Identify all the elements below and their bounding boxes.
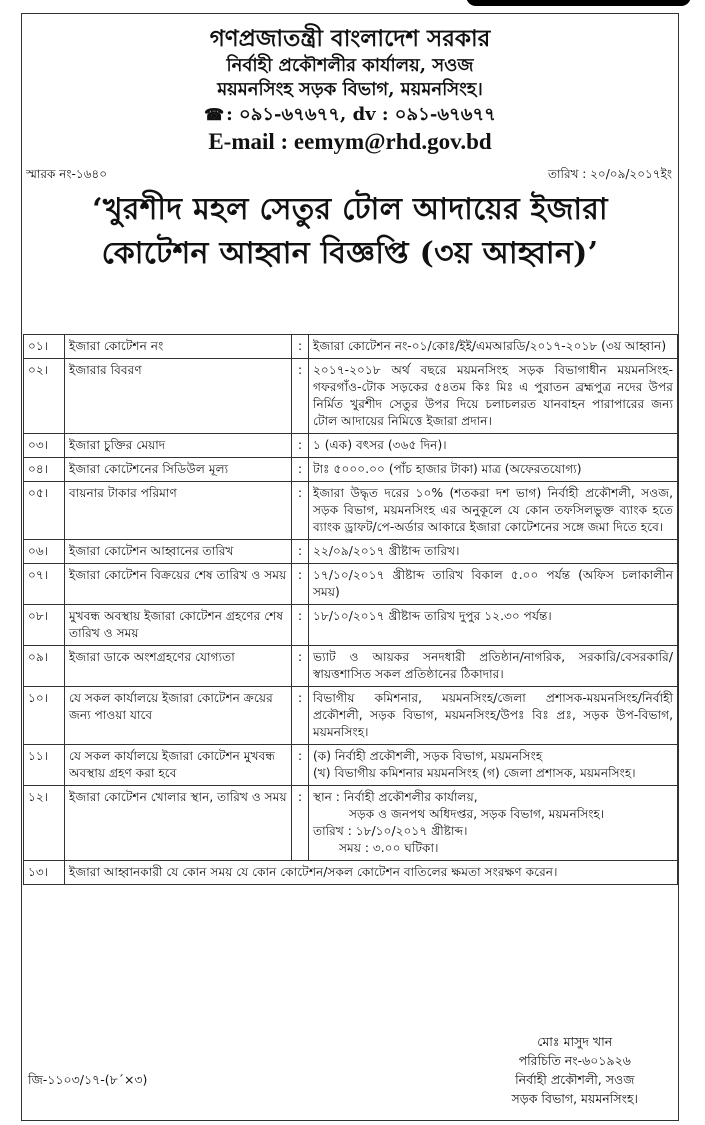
signature-block xyxy=(512,1032,638,1108)
row-label: বায়নার টাকার পরিমাণ xyxy=(65,482,292,540)
signatory-office: সড়ক বিভাগ, ময়মনসিংহ। xyxy=(511,1091,638,1106)
table-row xyxy=(24,359,678,434)
row-colon: : xyxy=(292,687,309,745)
row-value-line: (খ) বিভাগীয় কমিশনার ময়মনসিংহ (গ) জেলা প্রশাসক, ময়মনসিংহ। xyxy=(313,766,636,780)
tender-details-table xyxy=(23,334,678,885)
row-value: ১ (এক) বৎসর (৩৬৫ দিন)। xyxy=(309,434,678,458)
row-label: যে সকল কার্যালয়ে ইজারা কোটেশন ক্রয়ের জন্য পাওয়া যাবে xyxy=(65,687,292,745)
table-row xyxy=(24,335,678,359)
reference-line xyxy=(22,162,678,184)
signatory-name: মোঃ মাসুদ খান xyxy=(537,1034,613,1049)
row-colon: : xyxy=(292,335,309,359)
row-label: ইজারার বিবরণ xyxy=(65,359,292,434)
row-serial: ০৭। xyxy=(24,564,65,605)
row-value-line: স্থান : নির্বাহী প্রকৌশলীর কার্যালয়, xyxy=(313,790,478,804)
table-row xyxy=(24,646,678,687)
notice-title xyxy=(22,188,678,276)
row-label: মুখবন্ধ অবস্থায় ইজারা কোটেশন গ্রহণের শেষ তারিখ ও সময় xyxy=(65,605,292,646)
title-line-2: কোটেশন আহ্বান বিজ্ঞপ্তি (৩য় আহ্বান)’ xyxy=(101,236,599,271)
phone-line xyxy=(22,102,678,128)
row-label: ইজারা কোটেশন খোলার স্থান, তারিখ ও সময় xyxy=(65,786,292,861)
telephone-icon: ☎ xyxy=(204,105,225,124)
row-serial: ১৩। xyxy=(24,861,65,885)
row-colon: : xyxy=(292,605,309,646)
row-serial: ১০। xyxy=(24,687,65,745)
row-value-line: সড়ক ও জনপথ অধিদপ্তর, সড়ক বিভাগ, ময়মনসিংহ। xyxy=(349,807,605,821)
row-serial: ১২। xyxy=(24,786,65,861)
table-row xyxy=(24,458,678,482)
government-name: গণপ্রজাতন্ত্রী বাংলাদেশ সরকার xyxy=(209,25,491,52)
row-colon: : xyxy=(292,482,309,540)
row-value: ২২/০৯/২০১৭ খ্রীষ্টাব্দ তারিখ। xyxy=(309,540,678,564)
signatory-id: পরিচিতি নং-৬০১৯২৬ xyxy=(518,1053,631,1068)
row-value: বিভাগীয় কমিশনার, ময়মনসিংহ/জেলা প্রশাসক-ময়মনসিংহ/নির্বাহী প্রকৌশলী, সড়ক বিভাগ, ময়মনসিংহ/উপঃ বিঃ প্রঃ, সড়ক উপ-বিভাগ, ময়মনসিংহ। xyxy=(309,687,678,745)
row-serial: ০৯। xyxy=(24,646,65,687)
office-name: নির্বাহী প্রকৌশলীর কার্যালয়, সওজ xyxy=(226,55,474,76)
row-value xyxy=(309,786,678,861)
table-row xyxy=(24,540,678,564)
table-row xyxy=(24,786,678,861)
row-serial: ০৫। xyxy=(24,482,65,540)
row-colon: : xyxy=(292,786,309,861)
row-colon: : xyxy=(292,646,309,687)
signatory-designation: নির্বাহী প্রকৌশলী, সওজ xyxy=(515,1072,635,1087)
row-label: ইজারা কোটেশন আহ্বানের তারিখ xyxy=(65,540,292,564)
table-row xyxy=(24,434,678,458)
row-value: ১৮/১০/২০১৭ খ্রীষ্টাব্দ তারিখ দুপুর ১২.৩০ পর্যন্ত। xyxy=(309,605,678,646)
memo-number: স্মারক নং-১৬৪০ xyxy=(26,167,108,181)
letterhead xyxy=(22,24,678,156)
table-row xyxy=(24,564,678,605)
row-colon: : xyxy=(292,434,309,458)
row-serial: ০৮। xyxy=(24,605,65,646)
row-label: ইজারা চুক্তির মেয়াদ xyxy=(65,434,292,458)
row-value: ১৭/১০/২০১৭ খ্রীষ্টাব্দ তারিখ বিকাল ৫.০০ পর্যন্ত (অফিস চলাকালীন সময়) xyxy=(309,564,678,605)
row-value-line: তারিখ : ১৮/১০/২০১৭ খ্রীষ্টাব্দ। xyxy=(313,824,468,838)
row-label: ইজারা ডাকে অংশগ্রহণের যোগ্যতা xyxy=(65,646,292,687)
row-serial: ১১। xyxy=(24,745,65,786)
row-value xyxy=(309,745,678,786)
row-serial: ০১। xyxy=(24,335,65,359)
footer-code: জি-১১০৩/১৭-(৮´×৩) xyxy=(28,1072,148,1087)
row-label: ইজারা কোটেশন বিক্রয়ের শেষ তারিখ ও সময় xyxy=(65,564,292,605)
row-label: ইজারা কোটেশন নং xyxy=(65,335,292,359)
row-label: যে সকল কার্যালয়ে ইজারা কোটেশন মুখবন্ধ অবস্থায় গ্রহণ করা হবে xyxy=(65,745,292,786)
row-colon: : xyxy=(292,458,309,482)
row-serial: ০৩। xyxy=(24,434,65,458)
table-row xyxy=(24,482,678,540)
row-colon: : xyxy=(292,564,309,605)
row-serial: ০৬। xyxy=(24,540,65,564)
row-value-line: (ক) নির্বাহী প্রকৌশলী, সড়ক বিভাগ, ময়মনসিংহ xyxy=(313,749,543,763)
row-serial: ০২। xyxy=(24,359,65,434)
phone-numbers: : ০৯১-৬৭৬৭৭, dv : ০৯১-৬৭৬৭৭ xyxy=(226,104,496,125)
row-value: ভ্যাট ও আয়কর সনদধারী প্রতিষ্ঠান/নাগরিক, সরকারি/বেসরকারি/স্বায়ত্তশাসিত সকল প্রতিষ্ঠানের ঠিকাদার। xyxy=(309,646,678,687)
notice-date: তারিখ : ২০/০৯/২০১৭ইং xyxy=(548,167,672,181)
email-line: E-mail : eemym@rhd.gov.bd xyxy=(208,129,492,154)
row-value-line: সময় : ৩.০০ ঘটিকা। xyxy=(339,841,439,855)
row-colon: : xyxy=(292,540,309,564)
title-line-1: ‘খুরশীদ মহল সেতুর টোল আদায়ের ইজারা xyxy=(92,192,608,227)
row-value: ইজারা উদ্ধৃত দরের ১০% (শতকরা দশ ভাগ) নির্বাহী প্রকৌশলী, সওজ, সড়ক বিভাগ, ময়মনসিংহ এর অনুকূলে যে কোন তফসিলভুক্ত ব্যাংক হতে ব্যাংক ড্রাফট/পে-অর্ডার আকারে ইজারা কোটেশনের সঙ্গে জমা দিতে হবে। xyxy=(309,482,678,540)
table-row xyxy=(24,861,678,885)
row-value: টাঃ ৫০০০.০০ (পাঁচ হাজার টাকা) মাত্র (অফেরতযোগ্য) xyxy=(309,458,678,482)
top-black-tab xyxy=(466,0,691,6)
table-row xyxy=(24,605,678,646)
table-row xyxy=(24,687,678,745)
row-full-text: ইজারা আহ্বানকারী যে কোন সময় যে কোন কোটেশন/সকল কোটেশন বাতিলের ক্ষমতা সংরক্ষণ করেন। xyxy=(65,861,678,885)
notice-frame xyxy=(21,13,679,1121)
row-label: ইজারা কোটেশনের সিডিউল মূল্য xyxy=(65,458,292,482)
table-row xyxy=(24,745,678,786)
row-value: ইজারা কোটেশন নং-০১/কোঃ/ইই/এমআরডি/২০১৭-২০১৮ (৩য় আহ্বান) xyxy=(309,335,678,359)
row-serial: ০৪। xyxy=(24,458,65,482)
row-colon: : xyxy=(292,359,309,434)
division-name: ময়মনসিংহ সড়ক বিভাগ, ময়মনসিংহ। xyxy=(217,79,483,100)
row-colon: : xyxy=(292,745,309,786)
row-value: ২০১৭-২০১৮ অর্থ বছরে ময়মনসিংহ সড়ক বিভাগাধীন ময়মনসিংহ-গফরগাঁও-টোক সড়কের ৫৪তম কিঃ মিঃ এ পুরাতন ব্রহ্মপুত্র নদের উপর নির্মিত খুরশীদ সেতুর উপর দিয়ে চলাচলরত যানবাহন পারাপারের জন্য টোল আদায়ের নিমিত্তে ইজারা প্রদান। xyxy=(309,359,678,434)
top-strip xyxy=(0,0,705,10)
